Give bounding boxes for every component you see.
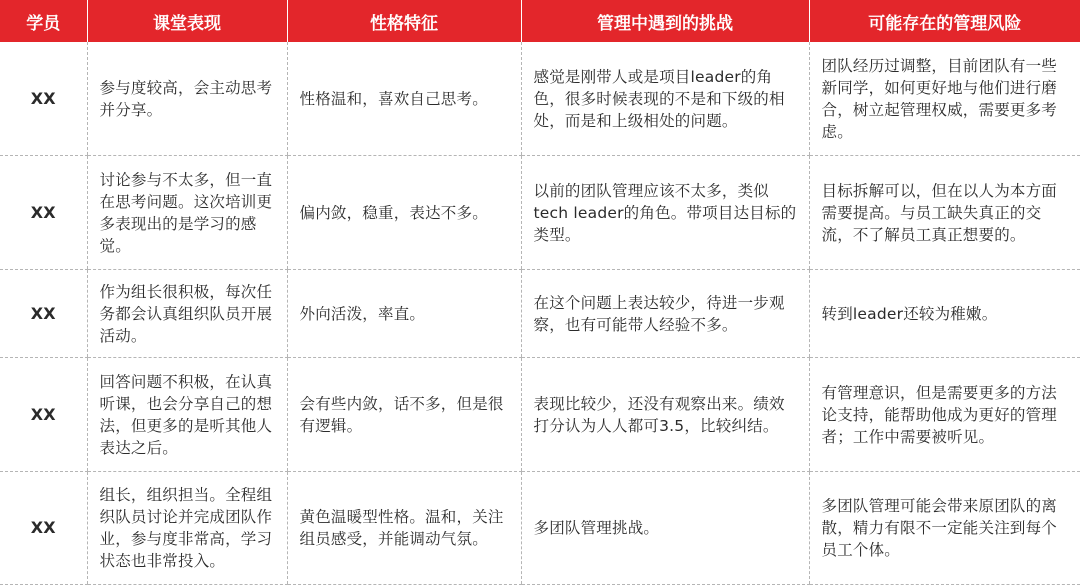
cell-challenge: 表现比较少，还没有观察出来。绩效打分认为人人都可3.5，比较纠结。 <box>521 358 809 472</box>
cell-risk: 团队经历过调整，目前团队有一些新同学，如何更好地与他们进行磨合，树立起管理权威，需要更多考虑。 <box>809 42 1080 156</box>
header-risk: 可能存在的管理风险 <box>809 0 1080 42</box>
table-row <box>0 156 1080 270</box>
cell-risk: 转到leader还较为稚嫩。 <box>809 270 1080 358</box>
cell-personality: 黄色温暖型性格。温和，关注组员感受，并能调动气氛。 <box>287 472 521 585</box>
cell-performance: 回答问题不积极，在认真听课，也会分享自己的想法，但更多的是听其他人表达之后。 <box>87 358 287 472</box>
cell-challenge: 在这个问题上表达较少，待进一步观察，也有可能带人经验不多。 <box>521 270 809 358</box>
cell-performance: 参与度较高，会主动思考并分享。 <box>87 42 287 156</box>
cell-risk: 多团队管理可能会带来原团队的离散，精力有限不一定能关注到每个员工个体。 <box>809 472 1080 585</box>
table-row <box>0 42 1080 156</box>
header-performance: 课堂表现 <box>87 0 287 42</box>
cell-risk: 目标拆解可以，但在以人为本方面需要提高。与员工缺失真正的交流，不了解员工真正想要的。 <box>809 156 1080 270</box>
table-row <box>0 472 1080 585</box>
cell-personality: 偏内敛，稳重，表达不多。 <box>287 156 521 270</box>
cell-performance: 作为组长很积极，每次任务都会认真组织队员开展活动。 <box>87 270 287 358</box>
cell-risk: 有管理意识，但是需要更多的方法论支持，能帮助他成为更好的管理者；工作中需要被听见。 <box>809 358 1080 472</box>
cell-challenge: 感觉是刚带人或是项目leader的角色，很多时候表现的不是和下级的相处，而是和上级相处的问题。 <box>521 42 809 156</box>
cell-student: XX <box>0 472 87 585</box>
cell-personality: 性格温和，喜欢自己思考。 <box>287 42 521 156</box>
cell-challenge: 多团队管理挑战。 <box>521 472 809 585</box>
table-row <box>0 270 1080 358</box>
cell-student: XX <box>0 42 87 156</box>
table-row <box>0 358 1080 472</box>
cell-student: XX <box>0 156 87 270</box>
header-challenge: 管理中遇到的挑战 <box>521 0 809 42</box>
header-personality: 性格特征 <box>287 0 521 42</box>
header-row <box>0 0 1080 42</box>
cell-performance: 组长，组织担当。全程组织队员讨论并完成团队作业，参与度非常高，学习状态也非常投入。 <box>87 472 287 585</box>
cell-performance: 讨论参与不太多，但一直在思考问题。这次培训更多表现出的是学习的感觉。 <box>87 156 287 270</box>
cell-challenge: 以前的团队管理应该不太多，类似tech leader的角色。带项目达目标的类型。 <box>521 156 809 270</box>
cell-personality: 会有些内敛，话不多，但是很有逻辑。 <box>287 358 521 472</box>
cell-student: XX <box>0 358 87 472</box>
header-student: 学员 <box>0 0 87 42</box>
cell-personality: 外向活泼，率直。 <box>287 270 521 358</box>
cell-student: XX <box>0 270 87 358</box>
